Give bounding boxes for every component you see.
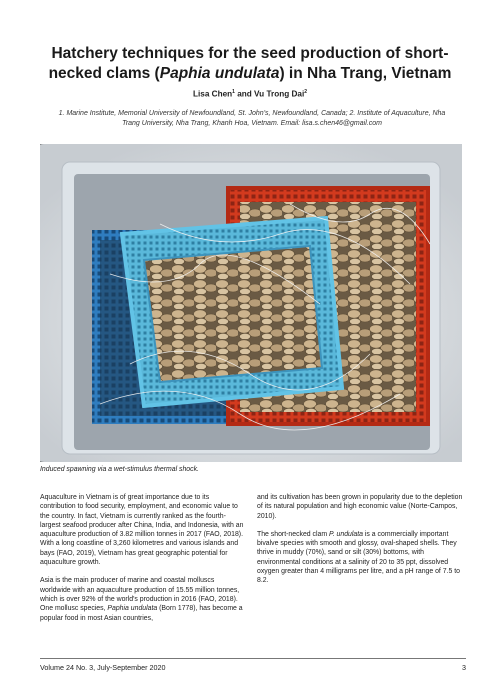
paragraph-1: Aquaculture in Vietnam is of great importance due to its contribution to food security, employment, and economic value to the country. In fact, Vietnam is currently ranked as the fourth-largest seafood producer after China, India, and Indonesia, with an aquaculture production of 3.82 million tonnes in 2017 (FAO, 2018). With a long coastline of 3,260 kilometres and various islands and bays (FAO, 2019), Vietnam has great geographic potential for aquaculture growth. (40, 494, 244, 567)
paragraph-4-text-b: is a commercially important bivalve species with smooth and glossy, oval-shaped shells. They thrive in muddy (70%), sand or silt (30%) bottoms, with environmental conditions at a salinity of 20 to 35 ppt, dissolved oxygen greater than 4 milligrams per litre, and a pH range of 7.5 to 8.2. (257, 530, 461, 585)
footer-issue: Volume 24 No. 3, July-September 2020 (40, 663, 166, 672)
affiliations (38, 109, 466, 129)
paragraph-4-species: P. undulata (329, 530, 363, 538)
paragraph-2-species: Paphia undulata (107, 605, 158, 613)
author-2-marker: 2 (304, 89, 307, 95)
paragraph-4 (257, 530, 463, 586)
title-line-1: Hatchery techniques for the seed production of short- (51, 45, 449, 62)
author-line (30, 89, 470, 99)
figure-caption: Induced spawning via a wet-stimulus thermal shock. (40, 466, 199, 473)
footer-divider (40, 658, 466, 659)
paragraph-2-text-a: Asia is the main producer of marine and coastal molluscs worldwide with an aquaculture production of 15.55 million tonnes, which is over 92% of the world's production in 2016 (FAO, 2018). One mollusc species, (40, 577, 240, 613)
paragraph-2-text-b: (Born 1778), has become a popular food in most Asian countries, (40, 605, 243, 622)
paragraph-4-text-a: The short-necked clam (257, 530, 329, 538)
paragraph-3: and its cultivation has been grown in popularity due to the depletion of its natural population and high economic value (Norte-Campos, 2010). (257, 494, 463, 520)
title-text-a: necked clams ( (48, 65, 160, 82)
article-title (30, 44, 470, 84)
affiliation-line-2: Trang University, Nha Trang, Khanh Hoa, Vietnam. Email: lisa.s.chen46@gmail.com (122, 120, 382, 127)
title-line-2 (30, 64, 470, 84)
paragraph-2 (40, 576, 246, 622)
title-text-b: ) in Nha Trang, Vietnam (279, 65, 452, 82)
affiliation-line-1: 1. Marine Institute, Memorial University of Newfoundland, St. John's, Newfoundland, Canada; 2. Institute of Aquaculture, Nha (58, 110, 446, 117)
author-2: and Vu Trong Dai (234, 89, 305, 99)
body-column-right (257, 493, 463, 595)
photo-illustration (40, 144, 462, 462)
title-species: Paphia undulata (159, 65, 280, 82)
author-1: Lisa Chen (193, 89, 233, 99)
clam-spawning-photo (40, 144, 462, 462)
author-1-marker: 1 (232, 89, 235, 95)
body-column-left (40, 493, 246, 632)
page-number: 3 (462, 663, 466, 672)
